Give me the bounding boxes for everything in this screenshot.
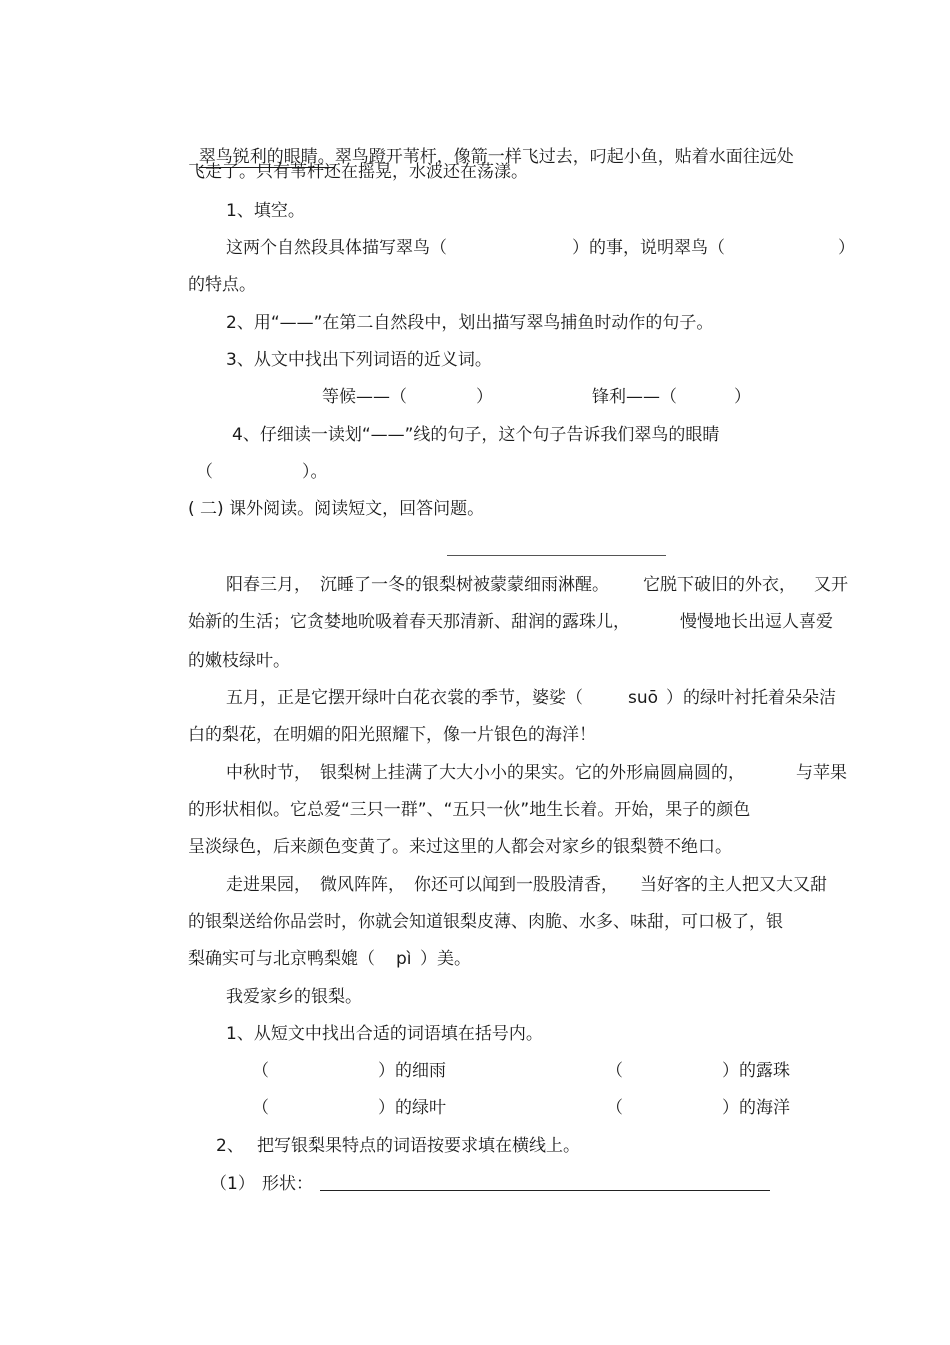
passage-line: 微风阵阵， bbox=[320, 875, 405, 895]
fill-blank-open: （ bbox=[252, 1098, 269, 1118]
passage-line: 当好客的主人把又大又甜 bbox=[640, 875, 827, 895]
synonym-item-2-close: ） bbox=[734, 387, 751, 407]
passage-line: 的银梨送给你品尝时，你就会知道银梨皮薄、肉脆、水多、味甜，可口极了，银 bbox=[188, 912, 783, 932]
question-1-prompt-c: ） bbox=[838, 238, 855, 258]
passage-line: 白的梨花，在明媚的阳光照耀下，像一片银色的海洋！ bbox=[188, 725, 596, 745]
passage-line: 中秋时节， bbox=[226, 763, 311, 783]
passage-line: 我爱家乡的银梨。 bbox=[226, 987, 362, 1007]
synonym-item-1: 等候——（ bbox=[322, 387, 407, 407]
passage-line: 的嫩枝绿叶。 bbox=[188, 651, 290, 671]
fill-blank-open: （ bbox=[606, 1098, 623, 1118]
passage-line: 梨确实可与北京鸭梨媲（ bbox=[188, 949, 375, 969]
reading-question-2-title: 把写银梨果特点的词语按要求填在横线上。 bbox=[257, 1136, 580, 1156]
passage-line: 又开 bbox=[814, 575, 848, 595]
question-1-title: 1、填空。 bbox=[226, 201, 305, 221]
question-1-prompt-a: 这两个自然段具体描写翠鸟（ bbox=[226, 238, 447, 258]
passage-line: 与苹果 bbox=[796, 763, 847, 783]
sub-question-label: 形状： bbox=[262, 1174, 313, 1194]
section-2-heading: ( 二) 课外阅读。阅读短文，回答问题。 bbox=[188, 499, 485, 519]
question-1-prompt-end: 的特点。 bbox=[188, 275, 256, 295]
question-4-blank-close: ）。 bbox=[302, 462, 328, 482]
answer-line[interactable] bbox=[320, 1190, 770, 1191]
passage-line: ）美。 bbox=[420, 949, 471, 969]
passage-line: 呈淡绿色，后来颜色变黄了。来过这里的人都会对家乡的银梨赞不绝口。 bbox=[188, 837, 732, 857]
question-1-prompt-b: ）的事，说明翠鸟（ bbox=[572, 238, 725, 258]
passage-line: 飞走了。只有苇杆还在摇晃，水波还在荡漾。 bbox=[188, 162, 528, 182]
pinyin: suō bbox=[628, 688, 659, 708]
passage-line: 慢慢地长出逗人喜爱 bbox=[680, 612, 833, 632]
passage-line: 阳春三月， bbox=[226, 575, 311, 595]
synonym-item-1-close: ） bbox=[476, 387, 493, 407]
passage-line: 走进果园， bbox=[226, 875, 311, 895]
fill-blank-label: ）的露珠 bbox=[722, 1061, 790, 1081]
question-4-blank-open: （ bbox=[196, 462, 213, 482]
passage-line: 你还可以闻到一股股清香， bbox=[414, 875, 618, 895]
reading-question-1-title: 1、从短文中找出合适的词语填在括号内。 bbox=[226, 1024, 543, 1044]
passage-line: 始新的生活；它贪婪地吮吸着春天那清新、甜润的露珠儿， bbox=[188, 612, 630, 632]
fill-blank-open: （ bbox=[606, 1061, 623, 1081]
passage-line: 它脱下破旧的外衣， bbox=[643, 575, 796, 595]
underlined-sentence-end: 翠鸟锐利的眼睛。 bbox=[198, 147, 335, 167]
fill-blank-label: ）的海洋 bbox=[722, 1098, 790, 1118]
question-4: 4、仔细读一读划“——”线的句子，这个句子告诉我们翠鸟的眼睛 bbox=[232, 425, 720, 445]
question-2: 2、用“——”在第二自然段中，划出描写翠鸟捕鱼时动作的句子。 bbox=[226, 313, 714, 333]
passage-line: 沉睡了一冬的银梨树被蒙蒙细雨淋醒。 bbox=[320, 575, 609, 595]
fill-blank-open: （ bbox=[252, 1061, 269, 1081]
synonym-item-2: 锋利——（ bbox=[592, 387, 677, 407]
fill-blank-label: ）的绿叶 bbox=[378, 1098, 446, 1118]
question-3-title: 3、从文中找出下列词语的近义词。 bbox=[226, 350, 492, 370]
title-line bbox=[447, 555, 666, 556]
pinyin: pì bbox=[396, 949, 412, 969]
fill-blank-label: ）的细雨 bbox=[378, 1061, 446, 1081]
passage-line: 五月，正是它摆开绿叶白花衣裳的季节，婆娑（ bbox=[226, 688, 583, 708]
passage-line: 的形状相似。它总爱“三只一群”、“五只一伙”地生长着。开始，果子的颜色 bbox=[188, 800, 751, 820]
passage-line: 银梨树上挂满了大大小小的果实。它的外形扁圆扁圆的， bbox=[320, 763, 745, 783]
sub-question-number: （1） bbox=[210, 1174, 255, 1194]
reading-question-2-number: 2、 bbox=[216, 1136, 244, 1156]
passage-line: 翠鸟蹬开苇杆，像箭一样飞过去，叼起小鱼，贴着水面往远处 bbox=[334, 147, 794, 167]
passage-line: ）的绿叶衬托着朵朵洁 bbox=[666, 688, 836, 708]
